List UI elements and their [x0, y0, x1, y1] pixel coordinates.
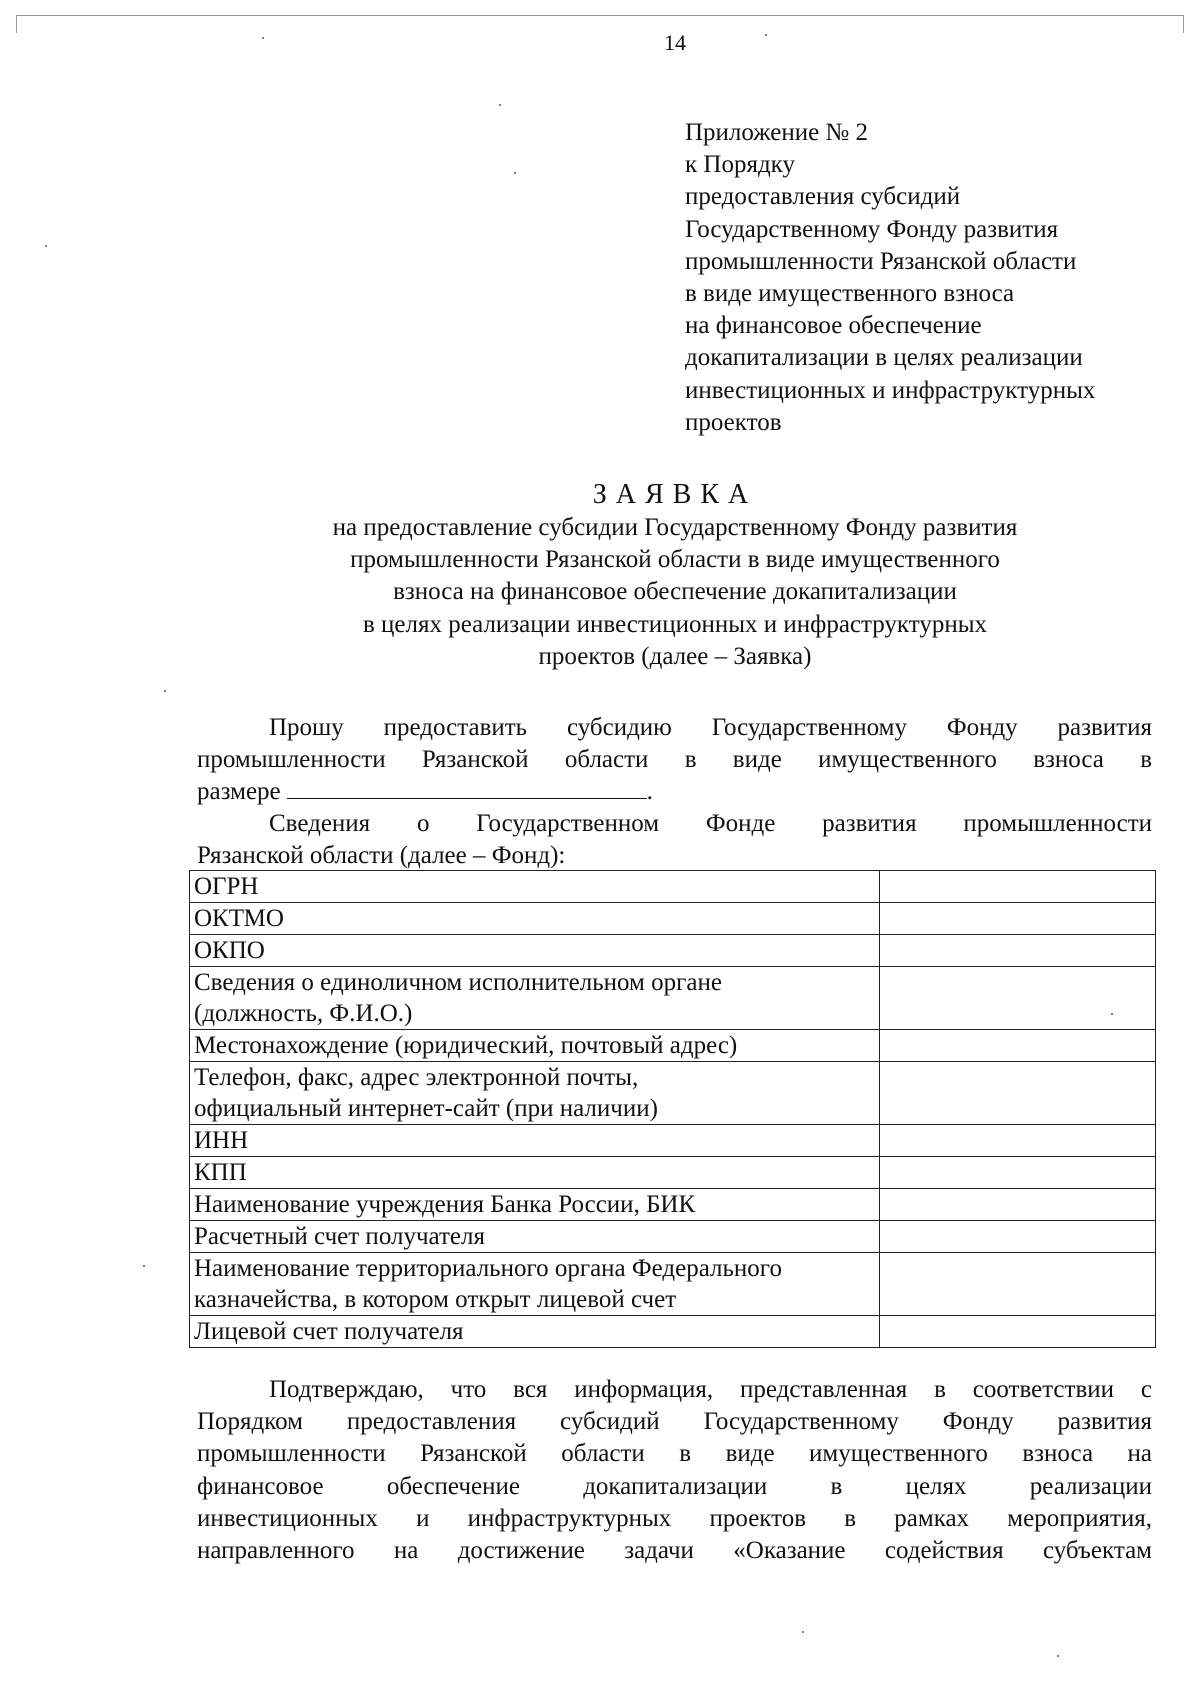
table-cell-label	[190, 871, 880, 903]
scan-speck	[143, 1265, 145, 1267]
table-cell-value[interactable]	[879, 1253, 1155, 1316]
table-cell-value[interactable]	[879, 1062, 1155, 1125]
subtitle-line: на предоставление субсидии Государственному Фонду развития	[332, 514, 1018, 541]
subtitle-line: промышленности Рязанской области в виде имущественного	[350, 546, 1000, 574]
amount-blank-field[interactable]	[287, 776, 647, 799]
table-cell-label	[190, 1125, 880, 1157]
table-cell-value[interactable]	[879, 967, 1155, 1030]
confirmation-line: промышленности Рязанской области в виде имущественного взноса на	[197, 1440, 1152, 1468]
table-cell-value[interactable]	[879, 871, 1155, 903]
scan-speck	[262, 37, 264, 39]
scan-speck	[499, 104, 501, 106]
scan-speck	[164, 690, 166, 692]
scan-speck	[1111, 1013, 1113, 1015]
label-text: Сведения о единоличном исполнительном органе	[194, 969, 722, 996]
table-row	[190, 1125, 1156, 1157]
annex-line: предоставления субсидий	[685, 183, 961, 211]
table-row	[190, 1221, 1156, 1253]
table-cell-value[interactable]	[879, 903, 1155, 935]
document-subtitle	[0, 512, 1200, 673]
fund-info-table	[189, 870, 1156, 1348]
annex-line: Приложение № 2	[685, 119, 869, 146]
table-cell-label	[190, 935, 880, 967]
subtitle-line: взноса на финансовое обеспечение докапитализации	[393, 578, 957, 606]
table-row	[190, 1189, 1156, 1221]
confirmation-paragraph	[197, 1374, 1152, 1567]
label-text: Расчетный счет получателя	[194, 1223, 485, 1250]
annex-line: докапитализации в целях реализации	[685, 344, 1083, 372]
label-text: Телефон, факс, адрес электронной почты,	[194, 1064, 639, 1091]
table-cell-label	[190, 1157, 880, 1189]
request-amount-label: размере	[197, 778, 281, 806]
table-cell-value[interactable]	[879, 1316, 1155, 1348]
table-cell-value[interactable]	[879, 1030, 1155, 1062]
fund-info-line: Сведения о Государственном Фонде развития промышленности	[269, 810, 1152, 837]
label-text: ОКТМО	[194, 905, 284, 932]
annex-line: к Порядку	[685, 151, 795, 179]
label-text: ОКПО	[194, 937, 265, 964]
label-text: Наименование территориального органа Федерального	[194, 1255, 782, 1282]
scan-speck	[802, 1631, 804, 1633]
page-number: 14	[664, 30, 686, 55]
annex-line: инвестиционных и инфраструктурных	[685, 376, 1096, 404]
scan-speck	[1057, 1655, 1059, 1657]
request-line: Прошу предоставить субсидию Государственному Фонду развития	[269, 714, 1152, 741]
confirmation-line: инвестиционных и инфраструктурных проектов в рамках мероприятия,	[197, 1504, 1152, 1532]
table-cell-label	[190, 1189, 880, 1221]
table-row	[190, 967, 1156, 1030]
label-text: (должность, Ф.И.О.)	[194, 1000, 413, 1027]
table-row	[190, 903, 1156, 935]
table-row	[190, 1253, 1156, 1316]
annex-line: промышленности Рязанской области	[685, 247, 1077, 275]
label-text: Лицевой счет получателя	[194, 1318, 464, 1345]
annex-line: проектов	[685, 408, 782, 436]
table-row	[190, 935, 1156, 967]
subtitle-line: в целях реализации инвестиционных и инфраструктурных	[362, 610, 988, 638]
label-text: Местонахождение (юридический, почтовый адрес)	[194, 1032, 738, 1059]
table-row	[190, 1316, 1156, 1348]
request-amount-end: .	[646, 778, 653, 806]
table-cell-label	[190, 903, 880, 935]
annex-line: в виде имущественного взноса	[685, 280, 1015, 308]
label-text: ИНН	[194, 1127, 249, 1154]
table-row	[190, 1157, 1156, 1189]
table-row	[190, 1030, 1156, 1062]
table-cell-label	[190, 1030, 880, 1062]
label-text: казначейства, в котором открыт лицевой счет	[194, 1286, 677, 1313]
table-cell-label	[190, 1062, 880, 1125]
subtitle-line: проектов (далее – Заявка)	[538, 642, 812, 670]
table-cell-value[interactable]	[879, 1189, 1155, 1221]
confirmation-line: финансовое обеспечение докапитализации в целях реализации	[197, 1472, 1152, 1500]
document-title: ЗАЯВКА	[592, 479, 758, 510]
table-cell-value[interactable]	[879, 935, 1155, 967]
scan-edge-top	[16, 15, 1184, 16]
fund-info-line: Рязанской области (далее – Фонд):	[197, 842, 566, 870]
table-cell-value[interactable]	[879, 1157, 1155, 1189]
annex-header	[685, 117, 1185, 439]
confirmation-line: направленного на достижение задачи «Оказание содействия субъектам	[197, 1536, 1152, 1564]
annex-line: на финансовое обеспечение	[685, 312, 982, 340]
request-line: промышленности Рязанской области в виде имущественного взноса в	[197, 746, 1152, 774]
table-row	[190, 1062, 1156, 1125]
label-text: официальный интернет-сайт (при наличии)	[194, 1095, 658, 1122]
table-cell-label	[190, 967, 880, 1030]
confirmation-line: Порядком предоставления субсидий Государственному Фонду развития	[197, 1408, 1152, 1436]
table-row	[190, 871, 1156, 903]
scan-speck	[45, 245, 47, 247]
table-cell-label	[190, 1316, 880, 1348]
table-cell-value[interactable]	[879, 1221, 1155, 1253]
annex-line: Государственному Фонду развития	[685, 215, 1059, 243]
table-cell-value[interactable]	[879, 1125, 1155, 1157]
confirmation-line: Подтверждаю, что вся информация, представленная в соответствии с	[269, 1376, 1152, 1403]
scan-speck	[765, 34, 767, 36]
label-text: КПП	[194, 1159, 247, 1186]
label-text: Наименование учреждения Банка России, БИК	[194, 1191, 696, 1218]
table-cell-label	[190, 1253, 880, 1316]
label-text: ОГРН	[194, 873, 259, 900]
fund-info-paragraph	[197, 808, 1152, 872]
table-cell-label	[190, 1221, 880, 1253]
request-amount-line	[197, 776, 1152, 808]
scan-speck	[514, 172, 516, 174]
request-paragraph	[197, 712, 1152, 809]
